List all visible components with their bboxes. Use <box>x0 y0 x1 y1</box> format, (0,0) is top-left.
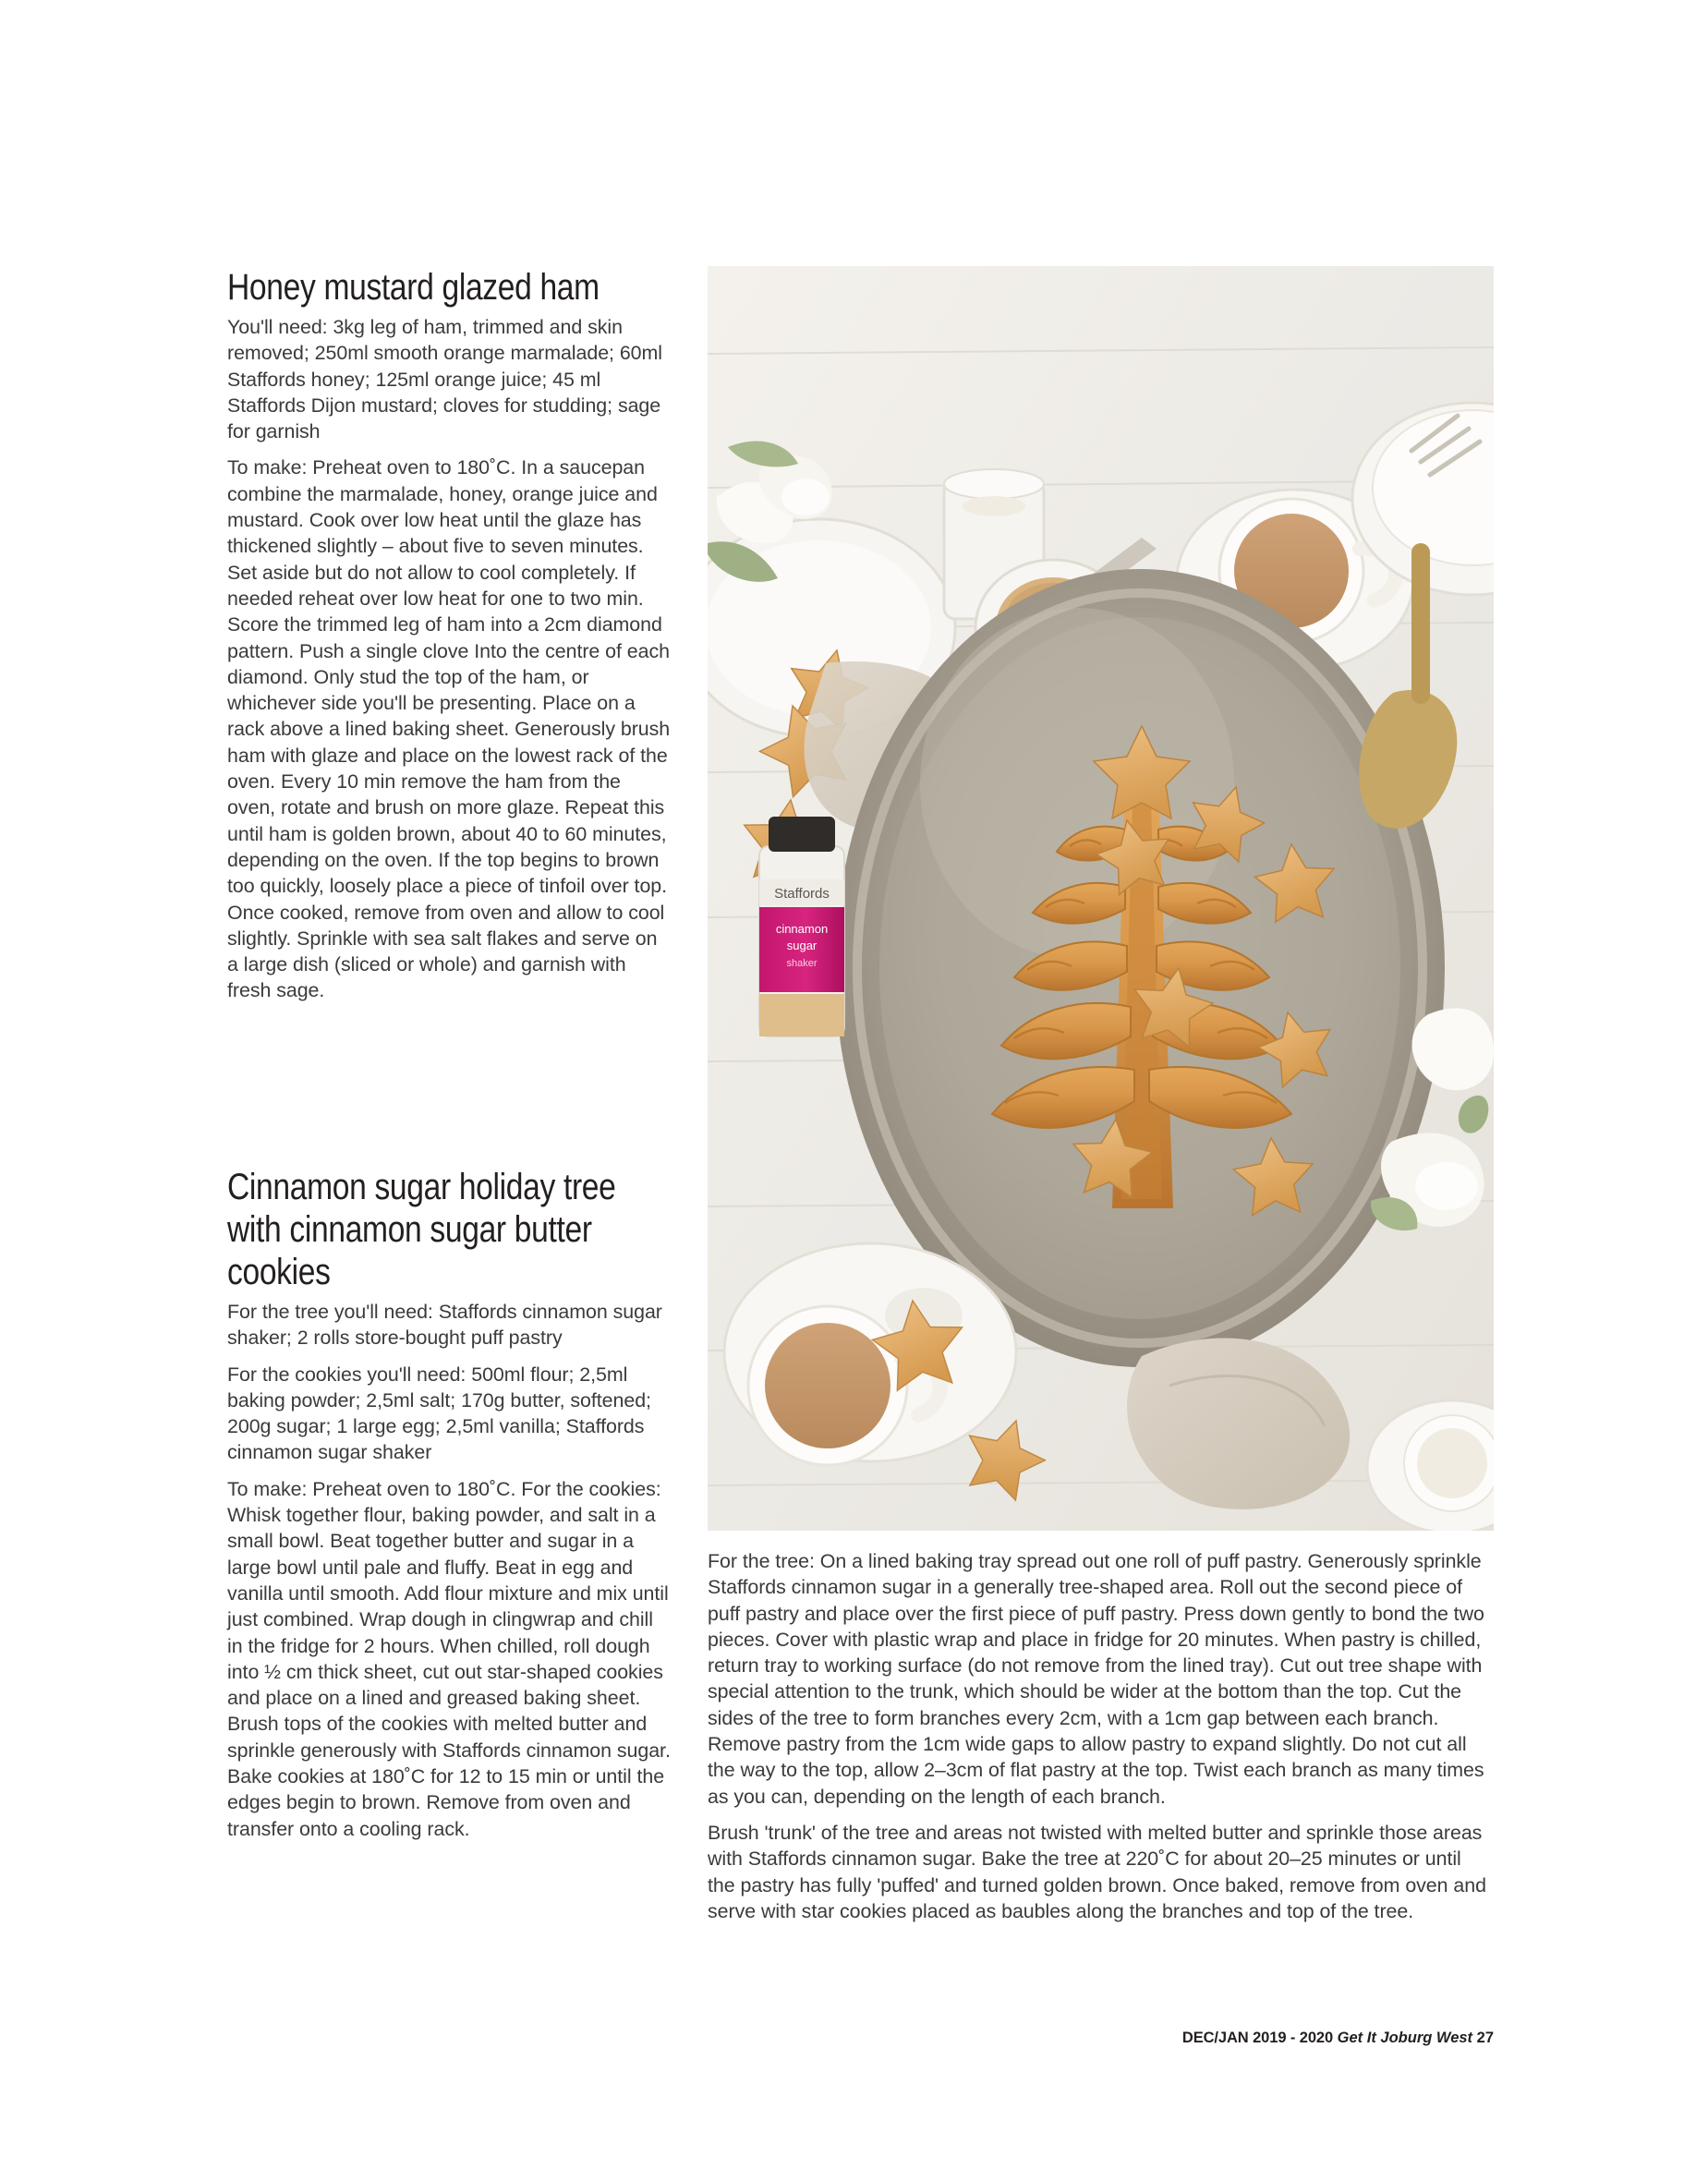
recipe-two-column <box>227 1166 673 1842</box>
footer-issue-date: DEC/JAN 2019 - 2020 <box>1181 2030 1334 2046</box>
svg-text:cinnamon: cinnamon <box>775 922 829 936</box>
recipe-two-cookie-ingredients: For the cookies you'll need: 500ml flour; 2,5ml baking powder; 2,5ml salt; 170g butter, softened; 200g sugar; 1 large egg; 2,5ml vanilla; Staffords cinnamon sugar shaker <box>227 1363 651 1464</box>
tree-method-paragraph-one: For the tree: On a lined baking tray spread out one roll of puff pastry. Generously sprinkle Staffords cinnamon sugar in a generally tree-shaped area. Roll out the second piece of puff pastry and place over the first piece of puff pastry. Press down gently to bond the two pieces. Cover with plastic wrap and place in fridge for 20 minutes. When pastry is chilled, return tray to working surface (do not remove from the lined tray). Cut out tree shape with special attention to the trunk, which should be wider at the bottom than the top. Cut the sides of the tree to form branches every 2cm, with a 1cm gap between each branch. Remove pastry from the 1cm wide gaps to allow pastry to expand slightly. Do not cut all the way to the top, allow 2–3cm of flat pastry at the top. Twist each branch as many times as you can, depending on the length of each branch. <box>708 1550 1484 1808</box>
recipe-one-ingredients: You'll need: 3kg leg of ham, trimmed and skin removed; 250ml smooth orange marmalade; 60ml Staffords honey; 125ml orange juice; 45 ml Staffords Dijon mustard; cloves for studding; sage for garnish <box>227 316 662 443</box>
recipe-one-column <box>227 266 673 1004</box>
page-footer <box>1182 2029 1494 2047</box>
photo-illustration <box>708 266 1494 1531</box>
tree-method-paragraph-two: Brush 'trunk' of the tree and areas not twisted with melted butter and sprinkle those areas with Staffords cinnamon sugar. Bake the tree at 220˚C for about 20–25 minutes or until the pastry has fully 'puffed' and turned golden brown. Once baked, remove from oven and serve with star cookies placed as baubles along the branches and top of the tree. <box>708 1821 1486 1922</box>
recipe-one-method: To make: Preheat oven to 180˚C. In a saucepan combine the marmalade, honey, orange juice and mustard. Cook over low heat until the glaze has thickened slightly – about five to seven minutes. Set aside but do not allow to cool completely. If needed reheat over low heat for one to two min. Score the trimmed leg of ham into a 2cm diamond pattern. Push a single clove Into the centre of each diamond. Only stud the top of the ham, or whichever side you'll be presenting. Place on a rack above a lined baking sheet. Generously brush ham with glaze and place on the lowest rack of the oven. Every 10 min remove the ham from the oven, rotate and brush on more glaze. Repeat this until ham is golden brown, about 40 to 60 minutes, depending on the oven. If the top begins to brown too quickly, loosely place a piece of tinfoil over top. Once cooked, remove from oven and allow to cool slightly. Sprinkle with sea salt flakes and serve on a large dish (sliced or whole) and garnish with fresh sage. <box>227 456 671 1002</box>
tree-method-column <box>708 1548 1494 1924</box>
footer-brand: Get It Joburg West <box>1337 2030 1473 2046</box>
footer-page-number: 27 <box>1476 2030 1494 2046</box>
recipe-two-method: To make: Preheat oven to 180˚C. For the cookies: Whisk together flour, baking powder, and salt in a small bowl. Beat together butter and sugar in a large bowl until pale and fluffy. Beat in egg and vanilla until smooth. Add flour mixture and mix until just combined. Wrap dough in clingwrap and chill in the fridge for 2 hours. When chilled, roll dough into ½ cm thick sheet, cut out star-shaped cookies and place on a lined and greased baking sheet. Brush tops of the cookies with melted butter and sprinkle generously with Staffords cinnamon sugar. Bake cookies at 180˚C for 12 to 15 min or until the edges begin to brown. Remove from oven and transfer onto a cooling rack. <box>227 1477 671 1840</box>
svg-text:sugar: sugar <box>786 939 818 952</box>
food-photograph <box>708 266 1494 1531</box>
recipe-two-title: Cinnamon sugar holiday tree with cinnamon sugar butter cookies <box>227 1167 616 1292</box>
recipe-two-tree-ingredients: For the tree you'll need: Staffords cinnamon sugar shaker; 2 rolls store-bought puff pastry <box>227 1301 662 1350</box>
svg-text:Staffords: Staffords <box>774 886 830 902</box>
svg-text:shaker: shaker <box>786 958 818 969</box>
recipe-one-title: Honey mustard glazed ham <box>227 267 600 308</box>
